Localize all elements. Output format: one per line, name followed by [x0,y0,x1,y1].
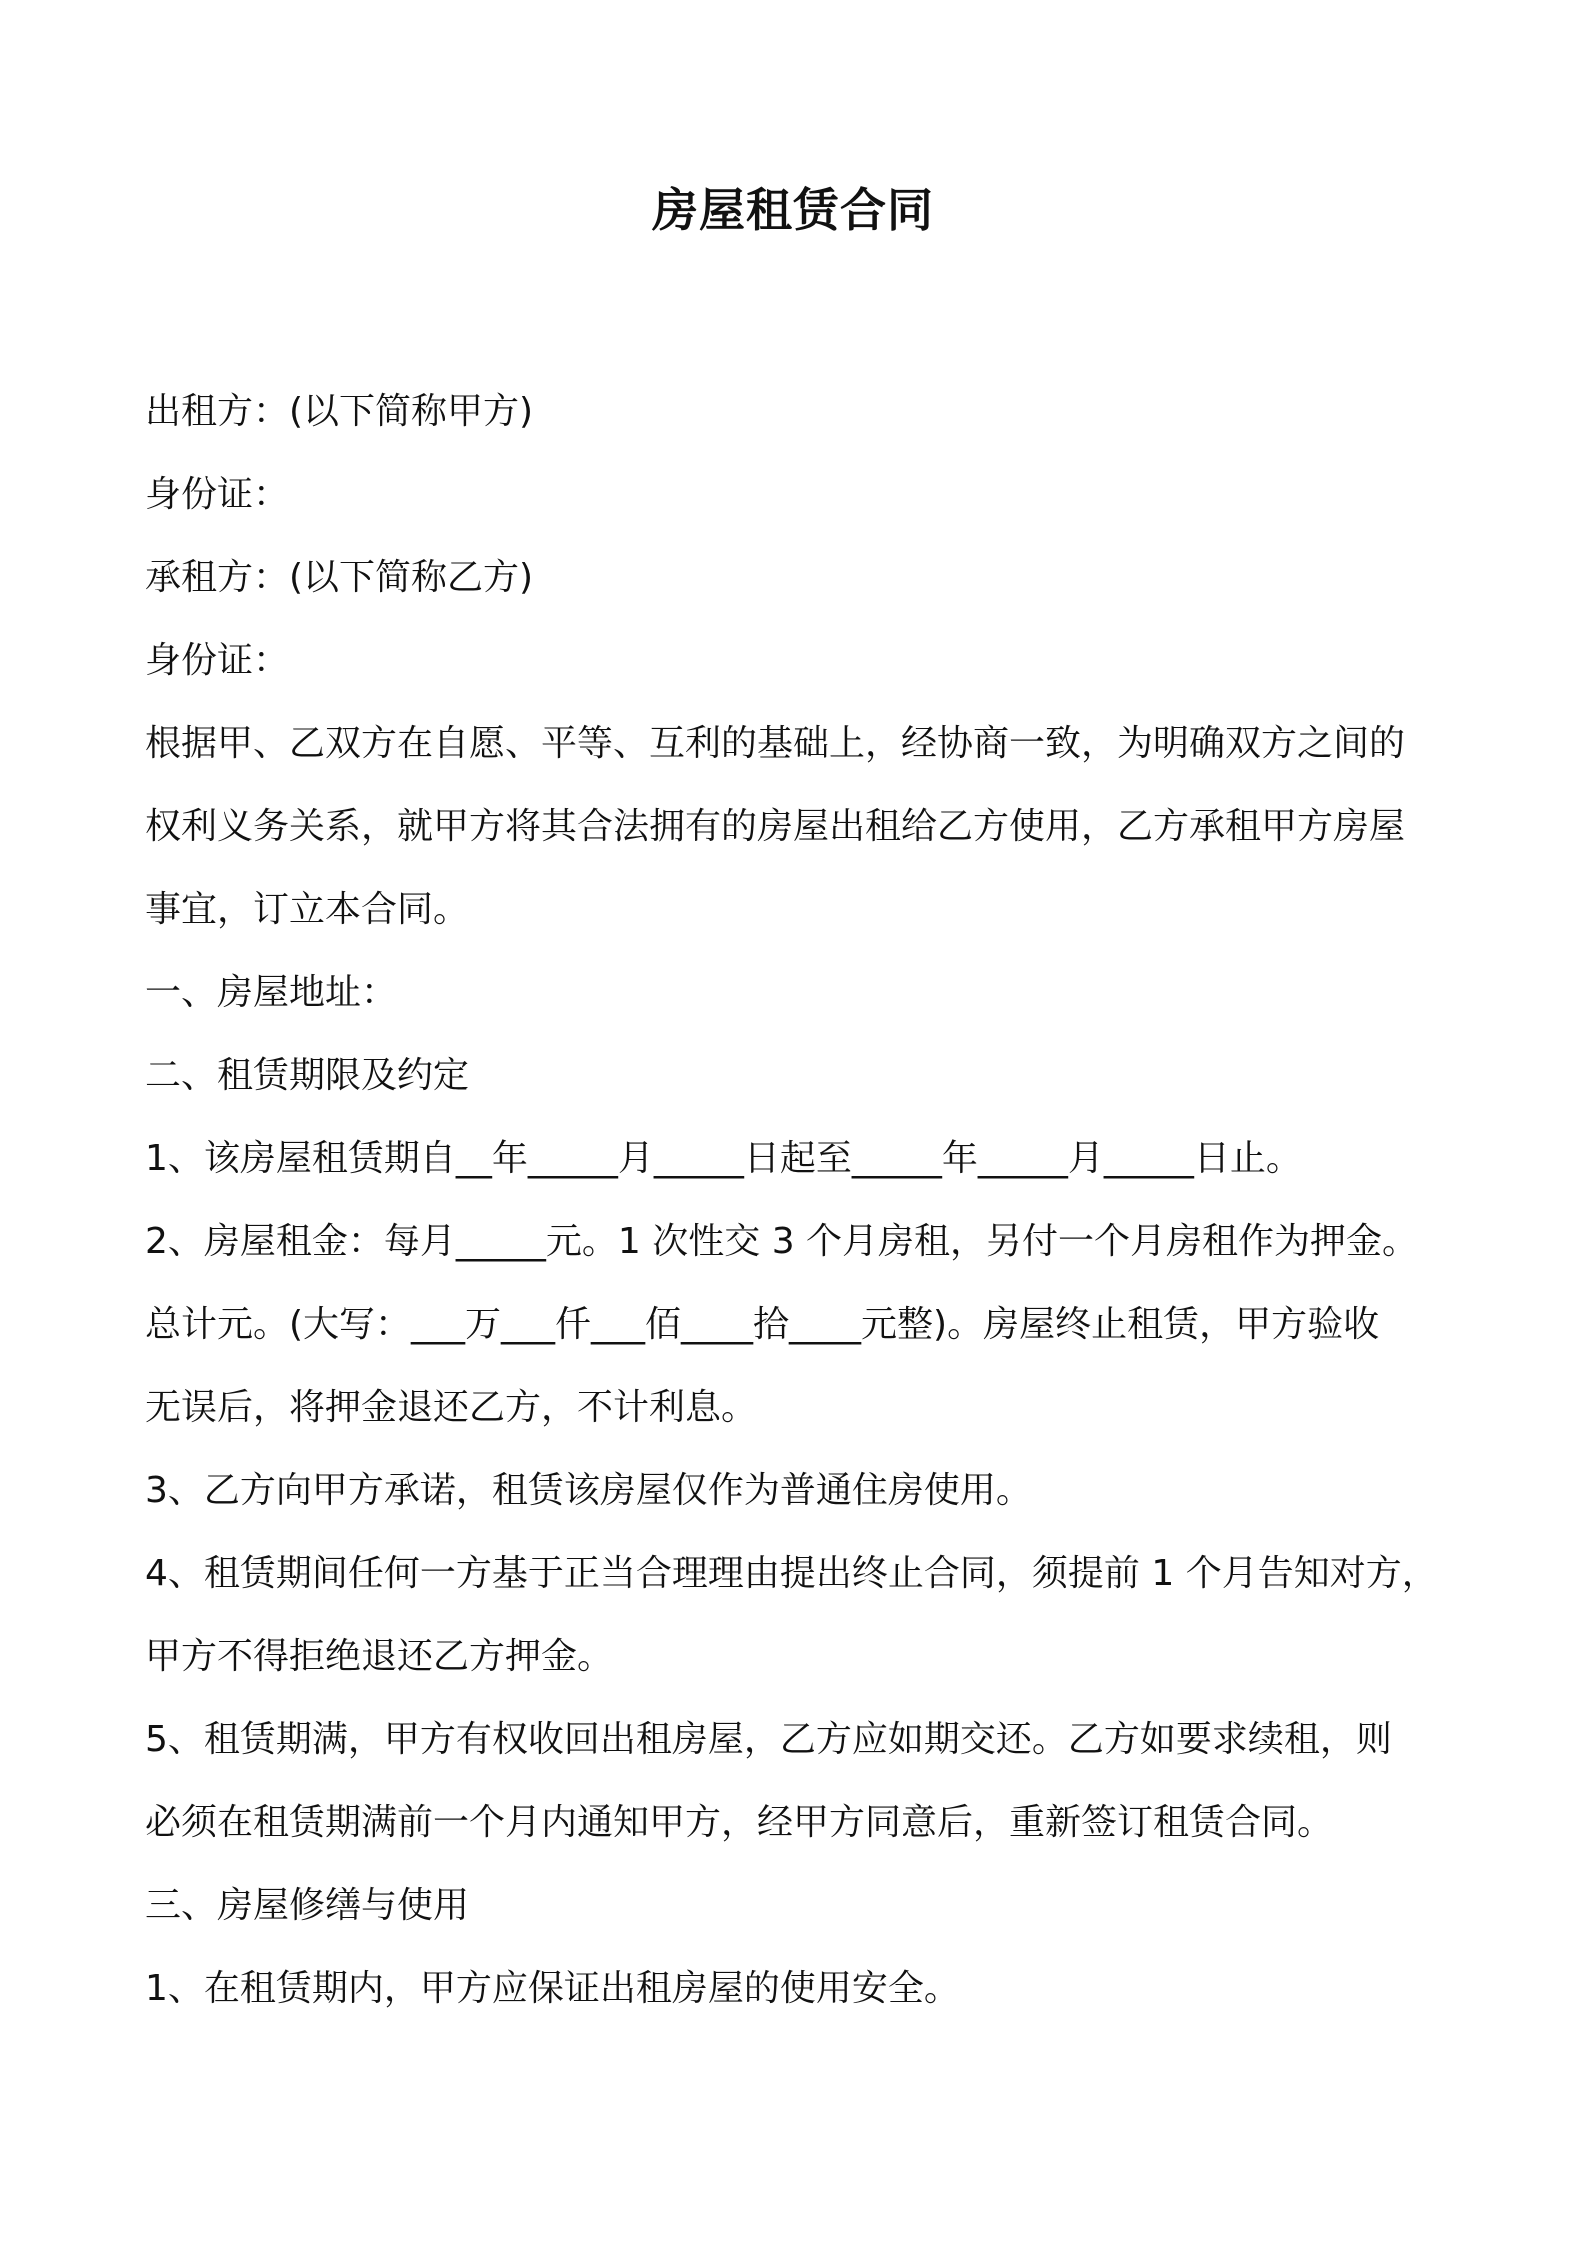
clause-line: 1、在租赁期内，甲方应保证出租房屋的使用安全。 [145,1968,960,2009]
clause-line: 无误后，将押金退还乙方，不计利息。 [145,1387,758,1428]
preamble-line: 根据甲、乙双方在自愿、平等、互利的基础上，经协商一致，为明确双方之间的 [145,723,1406,764]
section-heading: 二、租赁期限及约定 [145,1055,470,1096]
preamble-line: 权利义务关系，就甲方将其合法拥有的房屋出租给乙方使用，乙方承租甲方房屋 [145,806,1406,847]
document-title: 房屋租赁合同 [652,183,934,237]
clause-line: 甲方不得拒绝退还乙方押金。 [145,1636,614,1677]
section-heading: 三、房屋修缮与使用 [145,1885,470,1926]
clause-line: 必须在租赁期满前一个月内通知甲方，经甲方同意后，重新签订租赁合同。 [145,1802,1334,1843]
lessee-id-line: 身份证： [145,640,290,681]
clause-line: 1、该房屋租赁期自__年_____月_____日起至_____年_____月_____日止。 [145,1138,1302,1179]
clause-line: 4、租赁期间任何一方基于正当合理理由提出终止合同，须提前 1 个月告知对方， [145,1553,1438,1594]
document-body [145,370,1485,2030]
lessee-line: 承租方：(以下简称乙方) [145,557,534,598]
lessor-id-line: 身份证： [145,474,290,515]
clause-line: 总计元。(大写：___万___仟___佰____拾____元整)。房屋终止租赁，甲方验收 [145,1304,1380,1345]
section-heading: 一、房屋地址： [145,972,398,1013]
lessor-line: 出租方：(以下简称甲方) [145,391,534,432]
clause-line: 5、租赁期满，甲方有权收回出租房屋，乙方应如期交还。乙方如要求续租，则 [145,1719,1392,1760]
clause-line: 2、房屋租金：每月_____元。1 次性交 3 个月房租，另付一个月房租作为押金。 [145,1221,1419,1262]
clause-line: 3、乙方向甲方承诺，租赁该房屋仅作为普通住房使用。 [145,1470,1032,1511]
preamble-line: 事宜，订立本合同。 [145,889,470,930]
